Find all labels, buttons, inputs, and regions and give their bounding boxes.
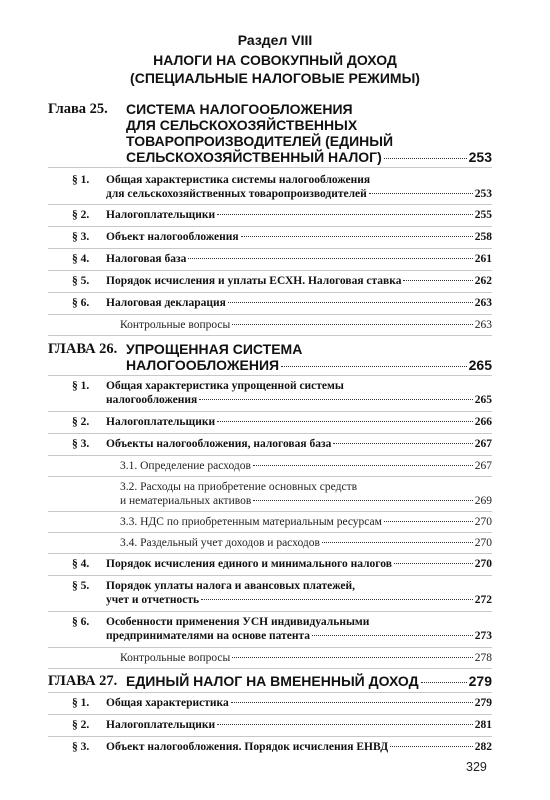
chapter-27-entry[interactable] (126, 674, 492, 688)
section-label: Раздел VIII (237, 32, 313, 48)
toc-entry-page: 263 (474, 319, 492, 331)
toc-entry[interactable] (106, 210, 492, 222)
chapter-25-page: 253 (468, 149, 492, 165)
toc-entry-page: 267 (474, 460, 492, 472)
toc-entry[interactable] (106, 631, 492, 643)
chapter-27-number: ГЛАВА 27. (48, 673, 118, 689)
toc-subentry[interactable] (120, 496, 492, 508)
toc-entry-page: 281 (474, 719, 492, 731)
divider (48, 647, 492, 648)
section-mark: § 5. (72, 275, 90, 287)
section-mark: § 6. (72, 616, 90, 628)
dot-leader (322, 542, 473, 543)
toc-entry-text: Контрольные вопросы (120, 652, 231, 664)
toc-entry-page: 270 (474, 558, 492, 570)
toc-entry-page: 272 (474, 594, 492, 606)
toc-entry-text: Налогоплательщики (106, 416, 216, 428)
control-questions-entry[interactable] (120, 653, 492, 665)
toc-entry[interactable] (106, 559, 492, 571)
toc-entry-page: 282 (474, 741, 492, 753)
chapter-27-title-line1: ЕДИНЫЙ НАЛОГ НА ВМЕНЕННЫЙ ДОХОД (126, 673, 419, 689)
toc-entry-text: Порядок исчисления единого и минимального налогов (106, 558, 392, 570)
dot-leader (384, 158, 467, 159)
toc-entry-line1[interactable]: Общая характеристика упрощенной системы (106, 380, 344, 392)
toc-entry-text: для сельскохозяйственных товаропроизводителей (106, 188, 367, 200)
toc-entry-page: 278 (474, 652, 492, 664)
toc-entry-text: Налогоплательщики (106, 719, 216, 731)
toc-entry[interactable] (106, 276, 492, 288)
chapter-26-entry[interactable] (126, 358, 492, 372)
dot-leader (394, 563, 473, 564)
toc-subentry[interactable] (120, 538, 492, 550)
toc-entry-text: предпринимателями на основе патента (106, 630, 311, 642)
section-mark: § 3. (72, 741, 90, 753)
toc-entry-text: Общая характеристика (106, 697, 229, 709)
toc-subentry[interactable] (120, 517, 492, 529)
section-mark: § 6. (72, 297, 90, 309)
toc-entry[interactable] (106, 395, 492, 407)
section-mark: § 4. (72, 253, 90, 265)
divider (48, 692, 492, 693)
dot-leader (312, 635, 473, 636)
toc-entry-page: 273 (474, 630, 492, 642)
dot-leader (253, 500, 472, 501)
dot-leader (232, 657, 473, 658)
dot-leader (228, 302, 473, 303)
toc-entry-text: и нематериальных активов (120, 495, 252, 507)
divider (48, 270, 492, 271)
divider (48, 314, 492, 315)
divider (48, 714, 492, 715)
toc-entry-page: 270 (474, 516, 492, 528)
divider (48, 575, 492, 576)
divider (48, 553, 492, 554)
section-title-line1: НАЛОГИ НА СОВОКУПНЫЙ ДОХОД (153, 52, 397, 68)
divider (48, 375, 492, 376)
page-number: 329 (466, 760, 487, 774)
chapter-25-title-line3: ТОВАРОПРОИЗВОДИТЕЛЕЙ (ЕДИНЫЙ (126, 133, 394, 149)
divider (48, 455, 492, 456)
dot-leader (369, 193, 473, 194)
section-mark: § 3. (72, 231, 90, 243)
dot-leader (188, 258, 472, 259)
dot-leader (232, 324, 473, 325)
divider (48, 411, 492, 412)
dot-leader (421, 682, 467, 683)
divider (48, 511, 492, 512)
dot-leader (231, 702, 473, 703)
section-mark: § 5. (72, 580, 90, 592)
divider (48, 736, 492, 737)
toc-entry-page: 266 (474, 416, 492, 428)
toc-entry-page: 258 (474, 231, 492, 243)
divider (48, 476, 492, 477)
toc-entry-page: 265 (474, 394, 492, 406)
toc-entry[interactable] (106, 232, 492, 244)
dot-leader (217, 724, 473, 725)
dot-leader (253, 465, 473, 466)
divider (48, 292, 492, 293)
chapter-26-page: 265 (468, 357, 492, 373)
toc-entry-text: налогообложения (106, 394, 198, 406)
toc-entry-page: 270 (474, 537, 492, 549)
toc-entry[interactable] (106, 298, 492, 310)
dot-leader (390, 746, 473, 747)
toc-entry-page: 263 (474, 297, 492, 309)
toc-entry[interactable] (106, 439, 492, 451)
toc-entry-text: Объекты налогообложения, налоговая база (106, 438, 332, 450)
toc-entry[interactable] (106, 189, 492, 201)
chapter-26-title-line1: УПРОЩЕННАЯ СИСТЕМА (126, 341, 303, 357)
chapter-27-page: 279 (468, 673, 492, 689)
toc-entry-page: 261 (474, 253, 492, 265)
toc-entry-text: 3.4. Раздельный учет доходов и расходов (120, 537, 320, 549)
dot-leader (217, 214, 473, 215)
toc-entry-text: Контрольные вопросы (120, 319, 231, 331)
divider (48, 204, 492, 205)
toc-entry-text: Порядок исчисления и уплаты ЕСХН. Налоговая ставка (106, 275, 402, 287)
chapter-25-title-line2: ДЛЯ СЕЛЬСКОХОЗЯЙСТВЕННЫХ (126, 117, 358, 133)
toc-entry-page: 253 (474, 188, 492, 200)
dot-leader (281, 366, 467, 367)
dot-leader (241, 236, 473, 237)
toc-subentry-line1[interactable]: 3.2. Расходы на приобретение основных средств (120, 481, 358, 493)
toc-entry-page: 255 (474, 209, 492, 221)
toc-entry-page: 262 (474, 275, 492, 287)
section-mark: § 2. (72, 416, 90, 428)
toc-entry-text: Объект налогообложения (106, 231, 239, 243)
dot-leader (201, 599, 473, 600)
toc-entry[interactable] (106, 720, 492, 732)
toc-entry[interactable] (106, 254, 492, 266)
toc-entry-line1[interactable]: Общая характеристика системы налогообложения (106, 174, 371, 186)
toc-entry-text: Налогоплательщики (106, 209, 216, 221)
section-mark: § 1. (72, 697, 90, 709)
toc-entry-text: 3.3. НДС по приобретенным материальным ресурсам (120, 516, 382, 528)
section-mark: § 2. (72, 209, 90, 221)
toc-entry-page: 279 (474, 697, 492, 709)
dot-leader (217, 421, 473, 422)
divider (48, 248, 492, 249)
section-title-line2: (СПЕЦИАЛЬНЫЕ НАЛОГОВЫЕ РЕЖИМЫ) (130, 70, 420, 86)
toc-entry[interactable] (106, 698, 492, 710)
chapter-25-title-line4: СЕЛЬСКОХОЗЯЙСТВЕННЫЙ НАЛОГ) (126, 149, 382, 165)
dot-leader (403, 280, 472, 281)
dot-leader (199, 399, 472, 400)
chapter-26-number: ГЛАВА 26. (48, 341, 118, 357)
section-mark: § 1. (72, 380, 90, 392)
dot-leader (333, 443, 472, 444)
divider (48, 167, 492, 168)
toc-entry-page: 269 (474, 495, 492, 507)
toc-entry[interactable] (106, 742, 492, 754)
divider (48, 532, 492, 533)
toc-subentry[interactable] (120, 461, 492, 473)
toc-entry[interactable] (106, 417, 492, 429)
chapter-25-entry[interactable] (126, 150, 492, 164)
divider (48, 226, 492, 227)
dot-leader (384, 521, 473, 522)
toc-entry-line1[interactable]: Порядок уплаты налога и авансовых платежей, (106, 580, 355, 592)
section-mark: § 4. (72, 558, 90, 570)
toc-entry-text: Налоговая база (106, 253, 187, 265)
toc-entry-text: Налоговая декларация (106, 297, 226, 309)
divider (48, 335, 492, 336)
section-mark: § 2. (72, 719, 90, 731)
toc-entry-text: 3.1. Определение расходов (120, 460, 251, 472)
divider (48, 611, 492, 612)
section-mark: § 3. (72, 438, 90, 450)
chapter-25-title-line1: СИСТЕМА НАЛОГООБЛОЖЕНИЯ (126, 101, 353, 117)
divider (48, 433, 492, 434)
chapter-26-title-line2: НАЛОГООБЛОЖЕНИЯ (126, 357, 280, 373)
toc-entry-text: учет и отчетность (106, 594, 200, 606)
section-mark: § 1. (72, 174, 90, 186)
toc-entry-text: Объект налогообложения. Порядок исчисления ЕНВД (106, 741, 389, 753)
chapter-25-number: Глава 25. (48, 101, 108, 117)
control-questions-entry[interactable] (120, 320, 492, 332)
toc-entry-line1[interactable]: Особенности применения УСН индивидуальными (106, 616, 370, 628)
toc-entry[interactable] (106, 595, 492, 607)
toc-entry-page: 267 (474, 438, 492, 450)
divider (48, 668, 492, 669)
